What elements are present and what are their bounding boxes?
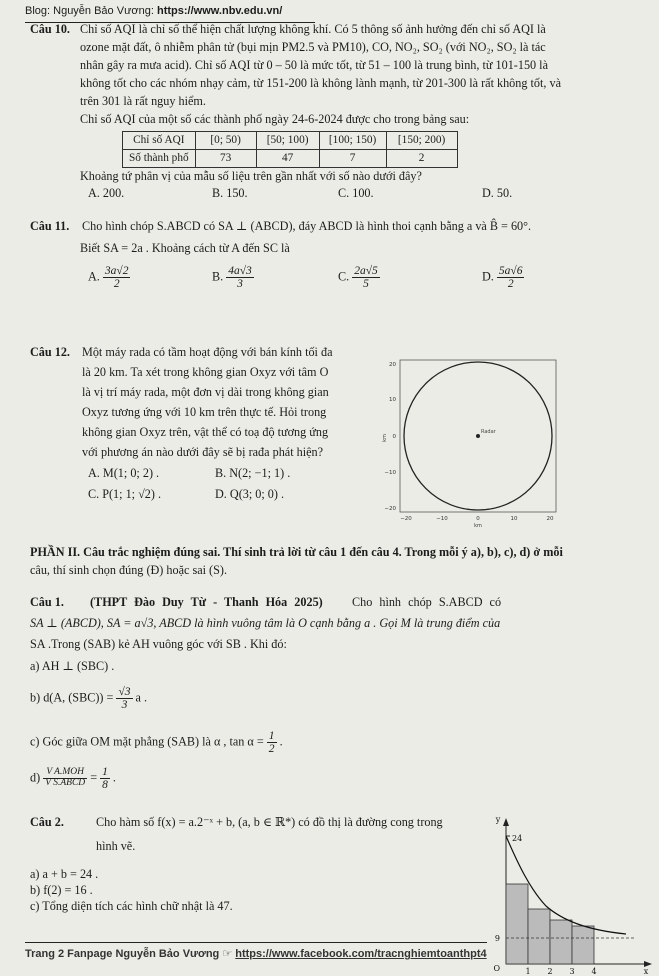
c1-line1-rest: Cho hình chóp S.ABCD có — [352, 595, 502, 609]
q11-line2: Biết SA = 2a . Khoảng cách từ A đến SC là — [80, 241, 290, 255]
x-tick-label: 20 — [546, 516, 554, 522]
q10-label: Câu 10. — [30, 22, 70, 36]
q10-option-d[interactable]: D. 50. — [482, 186, 513, 200]
y-axis-arrow — [503, 818, 509, 826]
q10-option-a[interactable]: A. 200. — [88, 186, 125, 200]
x-tick-labels — [400, 516, 554, 522]
y-tick-label: 10 — [389, 397, 396, 403]
c1-statement-c[interactable] — [30, 730, 283, 755]
q10-line5: trên 301 là rất nguy hiểm. — [80, 94, 206, 108]
header-label: Blog: Nguyễn Bảo Vương: — [25, 5, 154, 17]
q10-question: Khoảng tứ phân vị của mẫu số liệu trên gần nhất với số nào dưới đây? — [80, 169, 422, 183]
q11-option-d[interactable] — [482, 265, 524, 290]
q10-option-b[interactable]: B. 150. — [212, 186, 248, 200]
q12-line: là 20 km. Ta xét trong không gian Oxyz với tâm O — [82, 365, 329, 379]
fraction: $\frac{1}{8}$ — [102, 766, 108, 792]
part2-heading: PHẦN II. Câu trắc nghiệm đúng sai. Thí sinh trả lời từ câu 1 đến câu 4. Trong mỗi ý a), b), c), d) ở mỗi — [30, 545, 563, 559]
y-axis-label: km — [382, 434, 388, 442]
origin-label: O — [493, 964, 500, 973]
c1-line2: SA ⊥ (ABCD), SA = a√3, ABCD là hình vuông tâm là O cạnh bằng a . Gọi M là trung điểm của — [30, 616, 501, 630]
y-tick-label: 20 — [389, 362, 396, 368]
y-axis-label: y — [495, 815, 501, 824]
header — [25, 4, 282, 20]
footer-rule — [25, 942, 487, 943]
q12-line: Oxyz tương ứng với 10 km trên thực tế. Hỏi trong — [82, 405, 327, 419]
q12-line: Một máy rada có tầm hoạt động với bán kính tối đa — [82, 345, 333, 359]
x-tick-label: −20 — [400, 516, 412, 522]
q11-option-c[interactable] — [338, 265, 380, 290]
q10-option-c[interactable]: C. 100. — [338, 186, 374, 200]
table-cell: 47 — [256, 150, 319, 168]
c1-statement-a[interactable]: a) AH ⊥ (SBC) . — [30, 659, 115, 673]
x-tick-label: 0 — [476, 516, 480, 522]
table-cell: Chỉ số AQI — [123, 132, 196, 150]
table-cell: 73 — [195, 150, 256, 168]
header-link[interactable]: https://www.nbv.edu.vn/ — [157, 5, 283, 17]
q12-option-c[interactable]: C. P(1; 1; √2) . — [88, 487, 162, 501]
c1-source: (THPT Đào Duy Từ - Thanh Hóa 2025) — [90, 595, 323, 609]
option-fraction: $\frac{5a√6}{2}$ — [498, 265, 523, 291]
c2-line2: hình vẽ. — [96, 839, 136, 853]
option-fraction: $\frac{2a√5}{5}$ — [354, 265, 378, 291]
radar-figure — [378, 352, 578, 530]
exp-graph — [486, 814, 656, 976]
q11-line1: Cho hình chóp S.ABCD có SA ⊥ (ABCD), đáy ABCD là hình thoi cạnh bằng a và B̂ = 60°. — [82, 219, 532, 233]
q12-option-a[interactable]: A. M(1; 0; 2) . — [88, 466, 160, 480]
statement-text: . — [279, 734, 283, 749]
x-mark: 4 — [591, 967, 597, 976]
part2-subline: câu, thí sinh chọn đúng (Đ) hoặc sai (S). — [30, 563, 227, 577]
q12-option-d[interactable]: D. Q(3; 0; 0) . — [215, 487, 285, 501]
c2-line1: Cho hàm số f(x) = a.2⁻ˣ + b, (a, b ∈ ℝ*) có đồ thị là đường cong trong — [96, 815, 443, 829]
y-tick-label: −10 — [384, 470, 396, 476]
c1-label: Câu 1. — [30, 595, 64, 609]
x-mark: 1 — [525, 967, 531, 976]
c2-statement-a[interactable]: a) a + b = 24 . — [30, 867, 99, 881]
q12-line: là vị trí máy rada, một đơn vị dài trong không gian — [82, 385, 329, 399]
statement-text: . — [112, 770, 116, 785]
footer-link[interactable]: https://www.facebook.com/tracnghiemtoanthpt4 — [235, 948, 487, 960]
c2-statement-c[interactable]: c) Tổng diện tích các hình chữ nhật là 47. — [30, 899, 233, 913]
x-axis-label: x — [643, 967, 649, 976]
q10-line2: ozone mặt đất, ô nhiễm phân tử (bụi mịn PM2.5 và PM10), CO, NO₂, SO₂ (với NO₂, SO₂ là tác — [80, 40, 546, 54]
x-tick-label: −10 — [436, 516, 448, 522]
rectangle — [506, 884, 528, 964]
q11-option-a[interactable] — [88, 265, 130, 290]
table-row — [123, 150, 458, 168]
table-row — [123, 132, 458, 150]
c2-statement-b[interactable]: b) f(2) = 16 . — [30, 883, 93, 897]
q12-line: với phương án nào dưới đây sẽ bị rađa phát hiện? — [82, 445, 324, 459]
radar-center-point — [476, 434, 480, 438]
option-letter: B. — [212, 269, 224, 284]
statement-text: c) Góc giữa OM mặt phẳng (SAB) là α , tan α = — [30, 734, 264, 749]
x-mark: 3 — [569, 967, 575, 976]
table-cell: [100; 150) — [319, 132, 386, 150]
x-mark: 2 — [547, 967, 553, 976]
rectangle — [550, 920, 572, 964]
c1-statement-d[interactable] — [30, 766, 116, 791]
fraction: $\frac{\text{V A.MOH}}{\text{V S.ABCD}}$ — [45, 767, 86, 789]
q12-option-b[interactable]: B. N(2; −1; 1) . — [215, 466, 291, 480]
q10-line1: Chỉ số AQI là chỉ số thể hiện chất lượng không khí. Có 5 thông số ảnh hưởng đến chỉ số AQI là — [80, 22, 546, 36]
option-fraction: $\frac{3a√2}{2}$ — [104, 265, 129, 291]
x-tick-label: 10 — [510, 516, 518, 522]
aqi-table — [122, 131, 458, 168]
radar-label: Radar — [481, 429, 496, 435]
q10-line4: không tốt cho các nhóm nhạy cảm, từ 151-200 là không lành mạnh, từ 201-300 là rất không tốt, và — [80, 76, 561, 90]
option-letter: A. — [88, 269, 100, 284]
c1-statement-b[interactable] — [30, 686, 147, 711]
q11-label: Câu 11. — [30, 219, 70, 233]
table-cell: 7 — [319, 150, 386, 168]
option-fraction: $\frac{4a√3}{3}$ — [228, 265, 252, 291]
footer — [25, 947, 487, 963]
q10-line3: nhân gây ra mưa acid). Chỉ số AQI từ 0 – 50 là mức tốt, từ 51 – 100 là trung bình, từ 101-150 là — [80, 58, 548, 72]
table-cell: 2 — [386, 150, 457, 168]
statement-text: d) — [30, 770, 41, 785]
c1-line3: SA .Trong (SAB) kẻ AH vuông góc với SB . Khi đó: — [30, 637, 287, 651]
table-cell: [50; 100) — [256, 132, 319, 150]
rectangles — [506, 884, 594, 964]
y-mark-9: 9 — [494, 934, 500, 943]
rectangle — [572, 926, 594, 964]
table-cell: [0; 50) — [195, 132, 256, 150]
statement-text: b) d(A, (SBC)) = — [30, 690, 114, 705]
q12-label: Câu 12. — [30, 345, 70, 359]
rectangle — [528, 909, 550, 964]
c2-label: Câu 2. — [30, 815, 64, 829]
q12-line: không gian Oxyz trên, vật thể có toạ độ tương ứng — [82, 425, 329, 439]
y-tick-label: 0 — [392, 434, 396, 440]
fraction: $\frac{1}{2}$ — [268, 730, 275, 756]
y-mark-24: 24 — [512, 834, 523, 843]
statement-text: = — [90, 770, 98, 785]
fraction: $\frac{√3}{3}$ — [118, 686, 131, 712]
statement-text: a . — [135, 690, 148, 705]
option-letter: C. — [338, 269, 350, 284]
table-cell: [150; 200) — [386, 132, 457, 150]
table-cell: Số thành phố — [123, 150, 196, 168]
q10-line6: Chỉ số AQI của một số các thành phố ngày 24-6-2024 được cho trong bảng sau: — [80, 112, 470, 126]
option-letter: D. — [482, 269, 494, 284]
y-tick-label: −20 — [384, 506, 396, 512]
q11-option-b[interactable] — [212, 265, 254, 290]
footer-text: Trang 2 Fanpage Nguyễn Bảo Vương ☞ — [25, 948, 233, 960]
x-axis-label: km — [474, 523, 482, 529]
